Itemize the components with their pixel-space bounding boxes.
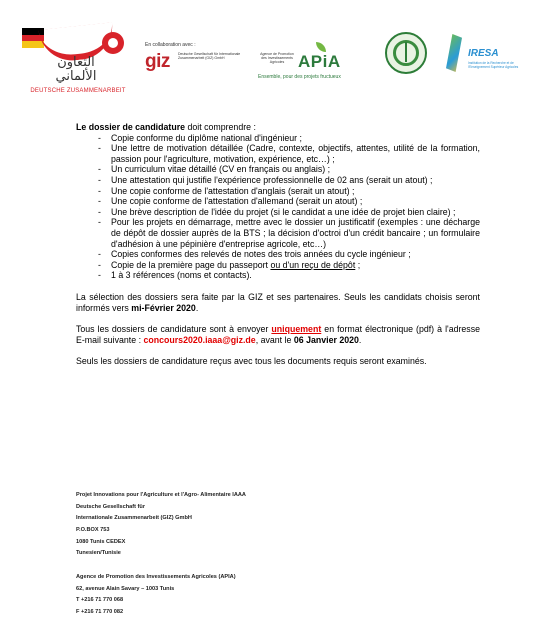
passport-text: Copie de la première page du passeport — [111, 259, 271, 270]
agriculture-emblem-icon — [385, 32, 427, 74]
footer-line: Deutsche Gesellschaft für — [76, 503, 146, 510]
send-text-d: . — [358, 334, 362, 345]
list-item: - Copie conforme du diplôme national d'ingénieur ; — [76, 133, 480, 144]
iresa-mark-icon — [446, 34, 462, 72]
footer-address — [76, 492, 396, 621]
passport-receipt-text: ou d'un reçu de dépôt — [270, 259, 356, 270]
footer-line: Agence de Promotion des Investissements Agricoles (APIA) — [76, 573, 236, 580]
giz-logo — [145, 42, 255, 82]
footer-line: 1080 Tunis CEDEX — [76, 538, 126, 545]
submission-paragraph — [76, 324, 480, 345]
iresa-logo — [446, 32, 526, 80]
intro-line — [76, 122, 480, 133]
footer-line: Tunesien/Tunisie — [76, 550, 121, 557]
footer-line: Internationale Zusammenarbeit (GIZ) GmbH — [76, 515, 192, 522]
footer-line: P.O.BOX 753 — [76, 527, 110, 534]
list-item: - Une brève description de l'idée du projet (si le candidat a une idée de projet bien claire) ; — [76, 207, 480, 218]
uniquement-text: uniquement — [271, 324, 322, 335]
leaf-icon — [316, 42, 326, 52]
list-item-passport — [76, 260, 480, 271]
send-text-a: Tous les dossiers de candidature sont à envoyer — [76, 324, 272, 335]
apia-wordmark: APiA — [298, 52, 341, 71]
apia-tagline: Ensemble, pour des projets fructueux — [258, 74, 341, 80]
list-item: - Une lettre de motivation détaillée (Cadre, contexte, objectifs, attentes, utilité de la formation, passion pour l'agriculture, motivation, expérience, etc…) ; — [76, 143, 480, 164]
apia-small-text: Agence de Promotion des Investissements Agricoles — [260, 52, 294, 64]
giz-fine-print: Deutsche Gesellschaft für Internationale Zusammenarbeit (GIZ) GmbH — [178, 52, 241, 61]
selection-paragraph — [76, 292, 480, 313]
arabic-logo-text: التعاون الألماني — [55, 55, 97, 84]
german-cooperation-logo — [22, 22, 134, 102]
examination-paragraph: Seuls les dossiers de candidature reçus avec tous les documents requis seront examinés. — [76, 356, 427, 367]
send-text-b: en format électronique (pdf) à l'adresse E-mail suivante : — [76, 324, 480, 345]
list-item: - Un curriculum vitae détaillé (CV en français ou anglais) ; — [76, 164, 480, 175]
contact-email-link[interactable]: concours2020.iaaa@giz.de — [143, 334, 256, 345]
collaboration-caption: En collaboration avec : — [145, 42, 196, 48]
footer-line: F +216 71 770 082 — [76, 608, 124, 615]
selection-date: mi-Février 2020 — [131, 302, 196, 313]
list-item: - Pour les projets en démarrage, mettre avec le dossier un justificatif (exemples : une décharge de dépôt de dossier auprès de la BTS ; la décision d'octroi d'un crédit bancaire ; un formulaire d'adhésion à une pépinière d'entreprise agricole, etc…) — [76, 217, 480, 249]
footer-line: T +216 71 770 068 — [76, 597, 124, 604]
list-item: - Une attestation qui justifie l'expérience professionnelle de 02 ans (serait un atout) ; — [76, 175, 480, 186]
list-item: - Une copie conforme de l'attestation d'allemand (serait un atout) ; — [76, 196, 480, 207]
footer-line: Projet Innovations pour l'Agriculture et l'Agro- Alimentaire IAAA — [76, 492, 246, 498]
deutsche-zusammenarbeit-caption: DEUTSCHE ZUSAMMENARBEIT — [30, 88, 126, 94]
document-body — [76, 122, 480, 367]
selection-text: La sélection des dossiers sera faite par la GIZ et ses partenaires. Seuls les candidats choisis seront informés vers — [76, 291, 480, 313]
apia-logo — [258, 30, 358, 85]
intro-rest: doit comprendre : — [185, 122, 256, 132]
deadline-date: 06 Janvier 2020 — [293, 334, 359, 345]
send-text-c: , avant le — [255, 334, 294, 345]
list-item: - Copies conformes des relevés de notes des trois années du cycle ingénieur ; — [76, 249, 480, 260]
footer-spacer — [76, 562, 396, 574]
iresa-fine-print: Institution de la Recherche et de l'Enseignement Supérieur Agricoles — [468, 61, 519, 69]
passport-end: ; — [355, 259, 361, 270]
list-item: - Une copie conforme de l'attestation d'anglais (serait un atout) ; — [76, 186, 480, 197]
iresa-wordmark: IRESA — [468, 48, 499, 59]
giz-wordmark: giz — [145, 51, 170, 72]
tunisian-emblem-icon — [102, 32, 124, 54]
requirements-list — [76, 133, 480, 281]
intro-bold: Le dossier de candidature — [76, 122, 186, 132]
footer-line: 62, avenue Alain Savary – 1003 Tunis — [76, 585, 175, 592]
list-item: - 1 à 3 références (noms et contacts). — [76, 270, 480, 281]
selection-end: . — [195, 302, 199, 313]
